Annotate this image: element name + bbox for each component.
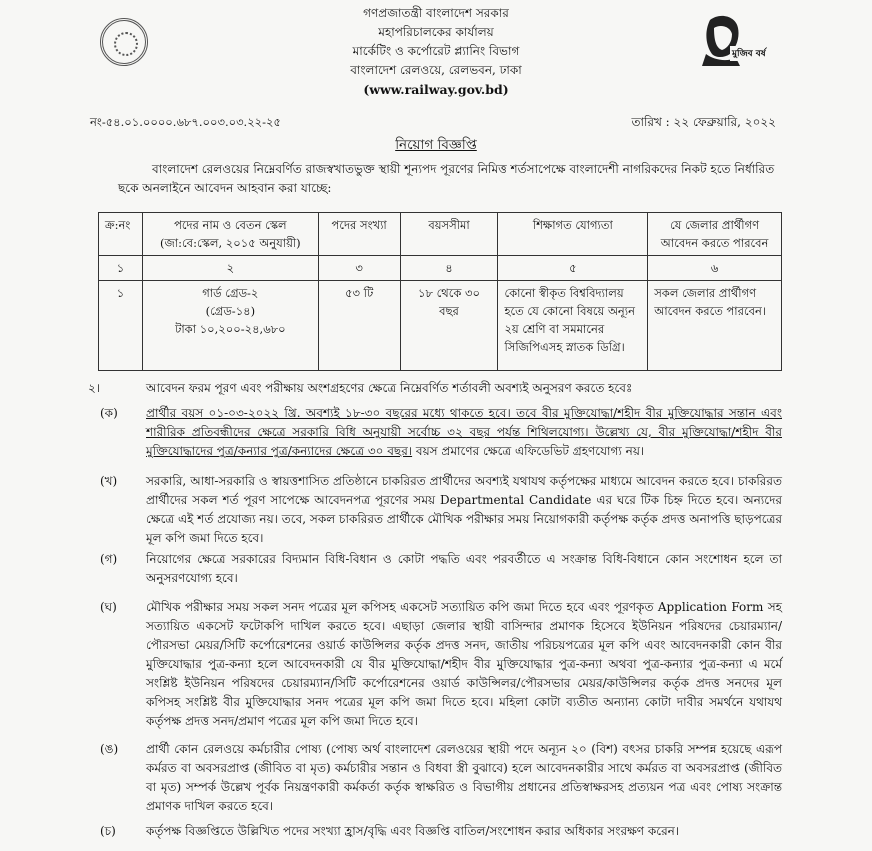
district-line1: সকল জেলার প্রার্থীগণ [654, 286, 757, 300]
column-number: ১ [99, 256, 143, 281]
intro-text: বাংলাদেশ রেলওয়ের নিম্নেবর্ণিত রাজস্বখাতভুক্ত স্থায়ী শূন্যপদ পূরণের নিমিত্ত শর্তসাপেক্ষে বাংলাদেশী নাগরিকদের নিকট হতে নির্ধারিত ছকে অনলাইনে আবেদন আহবান করা যাচ্ছে: [118, 162, 775, 195]
district-line2: আবেদন করতে পারবেন। [654, 304, 766, 318]
cell-age [400, 281, 498, 371]
page-title: নিয়োগ বিজ্ঞপ্তি [395, 137, 477, 153]
education-line1: কোনো স্বীকৃত বিশ্ববিদ্যালয় [504, 286, 624, 300]
column-number: ৫ [498, 256, 648, 281]
condition-item [100, 822, 782, 841]
header-line-department: মার্কেটিং ও কর্পোরেট প্ল্যানিং বিভাগ [352, 44, 520, 58]
header-count: পদের সংখ্যা [318, 213, 400, 256]
condition-text: প্রার্থী কোন রেলওয়ে কর্মচারীর পোষ্য (পোষ্য অর্থ বাংলাদেশ রেলওয়ের স্থায়ী পদে অন্যূন ২০ (বিশ) বৎসর চাকরি সম্পন্ন হয়েছে এরূপ কর্মরত বা অবসরপ্রাপ্ত (জীবিত বা মৃত) কর্মচারীর সন্তান ও বিধবা স্ত্রী বুঝাবে) হলে আবেদনকারীর সাথে কর্মরত বা অবসরপ্রাপ্ত (জীবিত বা মৃত) সম্পর্ক উল্লেখ পূর্বক নিয়ন্ত্রণকারী কর্মকর্তা কর্তৃক স্বাক্ষরিত ও বিভাগীয় প্রধানের প্রতিস্বাক্ষরসহ প্রত্যয়ন পত্র এবং পোষ্য সংক্রান্ত প্রমাণক দাখিল করতে হবে। [146, 742, 782, 813]
column-number: ৬ [648, 256, 782, 281]
mujib-borsho-logo-icon [696, 14, 768, 66]
age-line2: বছর [439, 304, 459, 318]
education-line2: হতে যে কোনো বিষয়ে অন্যূন [504, 304, 635, 318]
memo-number: নং-৫৪.০১.০০০০.৬৮৭.০০৩.০৩.২২-২৫ [90, 115, 281, 129]
post-name: গার্ড গ্রেড-২ [202, 286, 259, 300]
cell-post [142, 281, 318, 371]
header-age: বয়সসীমা [400, 213, 498, 256]
header-district-line2: আবেদন করতে পারবেন [660, 236, 769, 250]
header-district-line1: যে জেলার প্রার্থীগণ [670, 218, 760, 232]
cell-serial: ১ [99, 281, 143, 371]
condition-item [100, 404, 782, 461]
condition-item [100, 598, 782, 731]
conditions-heading-text: আবেদন ফরম পূরণ এবং পরীক্ষায় অংশগ্রহণের ক্ষেত্রে নিম্নেবর্ণিত শর্তাবলী অবশ্যই অনুসরণ করতে হবেঃ [146, 381, 633, 395]
condition-label: (চ) [100, 824, 116, 838]
header-line-address: বাংলাদেশ রেলওয়ে, রেলভবন, ঢাকা [350, 63, 522, 77]
notice-date: তারিখ : ২২ ফেব্রুয়ারি, ২০২২ [631, 115, 776, 129]
condition-label: (খ) [100, 474, 118, 488]
condition-label: (গ) [100, 552, 118, 566]
condition-text [146, 404, 782, 461]
column-number: ৩ [318, 256, 400, 281]
condition-label: (ক) [100, 406, 118, 420]
condition-item [100, 550, 782, 588]
post-grade: (গ্রেড-১৪) [205, 304, 256, 318]
table-column-number-row [99, 256, 782, 281]
condition-item [100, 740, 782, 816]
condition-text: সরকারি, আধা-সরকারি ও স্বায়ত্তশাসিত প্রতিষ্ঠানে চাকরিরত প্রার্থীদের অবশ্যই যথাযথ কর্তৃপক্ষের মাধ্যমে আবেদন করতে হবে। চাকরিরত প্রার্থীদের সকল শর্ত পূরণ সাপেক্ষে আবেদনপত্র পূরণের সময় Departmental Candidate এর ঘরে টিক চিহ্ন দিতে হবে। অন্যদের ক্ষেত্রে এই শর্ত প্রযোজ্য নয়। তবে, সকল চাকরিরত প্রার্থীকে মৌখিক পরীক্ষার সময় নিয়োগকারী কর্তৃপক্ষ কর্তৃক প্রদত্ত অনাপত্তি ছাড়পত্রের মূল কপি জমা দিতে হবে। [146, 474, 782, 545]
condition-text: মৌখিক পরীক্ষার সময় সকল সনদ পত্রের মূল কপিসহ একসেট সত্যায়িত কপি জমা দিতে হবে এবং পূরণকৃত Application Form সহ সত্যায়িত একসেট ফটোকপি দাখিল করতে হবে। এছাড়া জেলার স্থায়ী বাসিন্দার প্রমাণক হিসেবে ইউনিয়ন পরিষদের চেয়ারম্যান/পৌরসভা মেয়র/সিটি কর্পোরেশনের ওয়ার্ড কাউন্সিলর কর্তৃক প্রদত্ত সনদ, জাতীয় পরিচয়পত্রের মূল কপি এবং আবেদনকারী কোন বীর মুক্তিযোদ্ধার পুত্র-কন্যা হলে আবেদনকারী যে বীর মুক্তিযোদ্ধা/শহীদ বীর মুক্তিযোদ্ধার পুত্র-কন্যা অথবা পুত্র-কন্যার পুত্র-কন্যা এ মর্মে সংশ্লিষ্ট ইউনিয়ন পরিষদের চেয়ারম্যান/সিটি কর্পোরেশনের ওয়ার্ড কাউন্সিলর/পৌরসভার মেয়র/কাউন্সিলর কর্তৃক প্রদত্ত সনদের মূল কপিসহ সংশ্লিষ্ট বীর মুক্তিযোদ্ধার সনদ পত্রের মূল কপি জমা দিতে হবে। মহিলা কোটা ব্যতীত অন্যান্য কোটা দাবীর সমর্থনে যথাযথ কর্তৃপক্ষ প্রদত্ত সনদ/প্রমাণ পত্রের মূল কপি জমা দিতে হবে। [146, 600, 782, 728]
cell-district [648, 281, 782, 371]
table-row [99, 281, 782, 371]
header-district [648, 213, 782, 256]
table-header-row [99, 213, 782, 256]
column-number: ৪ [400, 256, 498, 281]
intro-paragraph [118, 160, 782, 198]
header-post [142, 213, 318, 256]
condition-text: নিয়োগের ক্ষেত্রে সরকারের বিদ্যমান বিধি-বিধান ও কোটা পদ্ধতি এবং পরবর্তীতে এ সংক্রান্ত বিধি-বিধানে কোন সংশোধন হলে তা অনুসরণযোগ্য হবে। [146, 552, 782, 585]
header-post-line1: পদের নাম ও বেতন স্কেল [174, 218, 287, 232]
column-number: ২ [142, 256, 318, 281]
condition-text: কর্তৃপক্ষ বিজ্ঞপ্তিতে উল্লিখিত পদের সংখ্যা হ্রাস/বৃদ্ধি এবং বিজ্ঞপ্তি বাতিল/সংশোধন করার অধিকার সংরক্ষণ করেন। [146, 824, 680, 838]
cell-count: ৫৩ টি [318, 281, 400, 371]
header-line-office: মহাপরিচালকের কার্যালয় [378, 25, 494, 39]
conditions-heading [88, 380, 632, 400]
condition-label: (ঙ) [100, 742, 119, 756]
header-serial: ক্র:নং [99, 213, 143, 256]
age-line1: ১৮ থেকে ৩০ [418, 286, 481, 300]
cell-education [498, 281, 648, 371]
education-line3: ২য় শ্রেণি বা সমমানের [504, 322, 605, 336]
condition-label: (ঘ) [100, 600, 117, 614]
mujib-borsho-logo-text: মুজিব বর্ষ [730, 46, 768, 61]
header-post-line2: (জা:বে:স্কেল, ২০১৫ অনুযায়ী) [160, 236, 301, 250]
condition-text-plain: বয়স প্রমাণের ক্ষেত্রে এফিডেভিট গ্রহণযোগ্য নয়। [412, 444, 645, 458]
header-website: (www.railway.gov.bd) [363, 82, 509, 97]
conditions-number: ২। [88, 381, 101, 395]
education-line4: সিজিপিএসহ স্নাতক ডিগ্রি। [504, 340, 625, 354]
header-education: শিক্ষাগত যোগ্যতা [498, 213, 648, 256]
condition-text-underlined: প্রার্থীর বয়স ০১-০৩-২০২২ খ্রি. অবশ্যই ১৮-৩০ বছরের মধ্যে থাকতে হবে। তবে বীর মুক্তিযোদ্ধা/শহীদ বীর মুক্তিযোদ্ধার সন্তান এবং শারীরিক প্রতিবন্ধীদের ক্ষেত্রে সরকারি বিধি অনুযায়ী সর্বোচ্চ ৩২ বছর পর্যন্ত শিথিলযোগ্য। উল্লেখ্য যে, বীর মুক্তিযোদ্ধা/শহীদ বীর মুক্তিযোদ্ধাদের পুত্র/কন্যার পুত্র/কন্যাদের ক্ষেত্রে ৩০ বছর। [146, 406, 782, 458]
header-line-government: গণপ্রজাতন্ত্রী বাংলাদেশ সরকার [363, 6, 509, 20]
condition-item [100, 472, 782, 548]
post-pay-scale: টাকা ১০,২০০-২৪,৬৮০ [175, 322, 286, 336]
vacancy-table [98, 212, 782, 371]
